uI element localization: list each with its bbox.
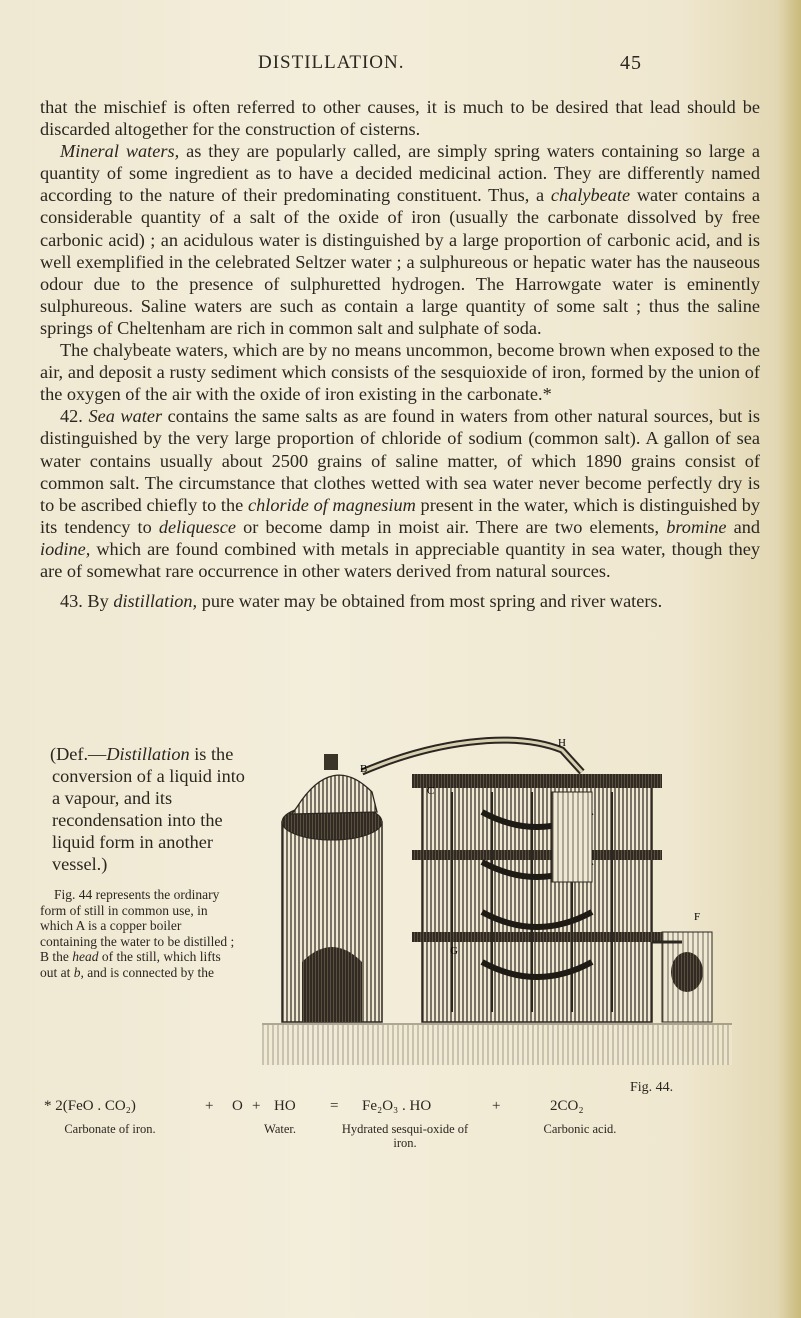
connecting-pipe bbox=[362, 740, 582, 772]
condenser-tub bbox=[412, 774, 662, 1022]
figure-description: Fig. 44 represents the ordinary form of still in common use, in which A is a copper boiler containing the water to be distilled ; B the head of the still, which lifts out at b, and is connected by the bbox=[40, 887, 235, 980]
page-number: 45 bbox=[620, 52, 642, 74]
paragraph-sea-water: 42. Sea water contains the same salts as are found in waters from other natural sources, but is distinguished by the very large proportion of chloride of sodium (common salt). A gallon of sea water contains usually about 2500 grains of saline matter, of which 1890 grains consist of common salt. The circumstance that clothes wetted with sea water never become perfectly dry is to be ascribed chiefly to the chloride of magnesium present in the water, which is distinguished by its tendency to deliquesce or become damp in moist air. There are two elements, bromine and iodine, which are found combined with metals in appreciable quantity in sea water, though they are of somewhat rare occurrence in other waters derived from natural sources. bbox=[40, 406, 761, 581]
footnote-equation: * 2(FeO . CO₂) + O + HO = Fe₂O₃ . HO + 2CO₂ bbox=[44, 1098, 584, 1114]
label-g: G bbox=[450, 945, 458, 957]
paragraph-distillation: 43. By distillation, pure water may be obtained from most spring and river waters. bbox=[60, 591, 663, 612]
figure-caption: Fig. 44. bbox=[630, 1080, 674, 1095]
footnote bbox=[40, 1098, 780, 1160]
footnote-labels: Carbonate of iron. Water. Hydrated sesqui-oxide of iron. Carbonic acid. bbox=[64, 1122, 617, 1150]
boiler bbox=[282, 804, 382, 1022]
still-illustration bbox=[262, 732, 732, 1072]
paragraph-chalybeate: The chalybeate waters, which are by no means uncommon, become brown when exposed to the air, and deposit a rusty sediment which consists of the sesquioxide of iron, formed by the union of the oxygen of the air with the oxide of iron existing in the carbonate.* bbox=[40, 340, 760, 405]
ground-shading bbox=[262, 1024, 732, 1065]
label-f: F bbox=[694, 911, 701, 923]
right-stand bbox=[662, 932, 712, 1022]
label-b: B bbox=[360, 763, 368, 775]
label-c: C bbox=[427, 785, 435, 797]
body-text bbox=[40, 96, 760, 612]
definition-text: (Def.—Distillation is the conversion of a liquid into a vapour, and its recondensation into the liquid form in another vessel.) bbox=[50, 744, 245, 874]
still-engraving-icon bbox=[262, 732, 732, 1072]
paragraph-mineral-waters: Mineral waters, as they are popularly called, are simply spring waters containing so large a quantity of some ingredient as to have a decided medicinal action. They are differently named according to the nature of their predominating constituent. Thus, a chalybeate water contains a considerable quantity of a salt of the oxide of iron (usually the carbonate dissolved by free carbonic acid) ; an acidulous water is distinguished by a large proportion of carbonic acid, and is well exemplified in the celebrated Seltzer water ; a sulphureous or hepatic water has the nauseous odour due to the presence of sulphuretted hydrogen. The Harrowgate water is eminently sulphureous. Saline waters are such as contain a large quantity of some salt ; thus the saline springs of Cheltenham are rich in common salt and sulphate of soda. bbox=[40, 141, 760, 338]
paragraph-1: that the mischief is often referred to other causes, it is much to be desired that lead should be discarded altogether for the construction of cisterns. bbox=[40, 97, 760, 140]
label-h: H bbox=[558, 737, 566, 749]
wrapped-text-column bbox=[40, 743, 255, 981]
page-header bbox=[0, 52, 801, 80]
running-head: DISTILLATION. bbox=[258, 52, 405, 73]
